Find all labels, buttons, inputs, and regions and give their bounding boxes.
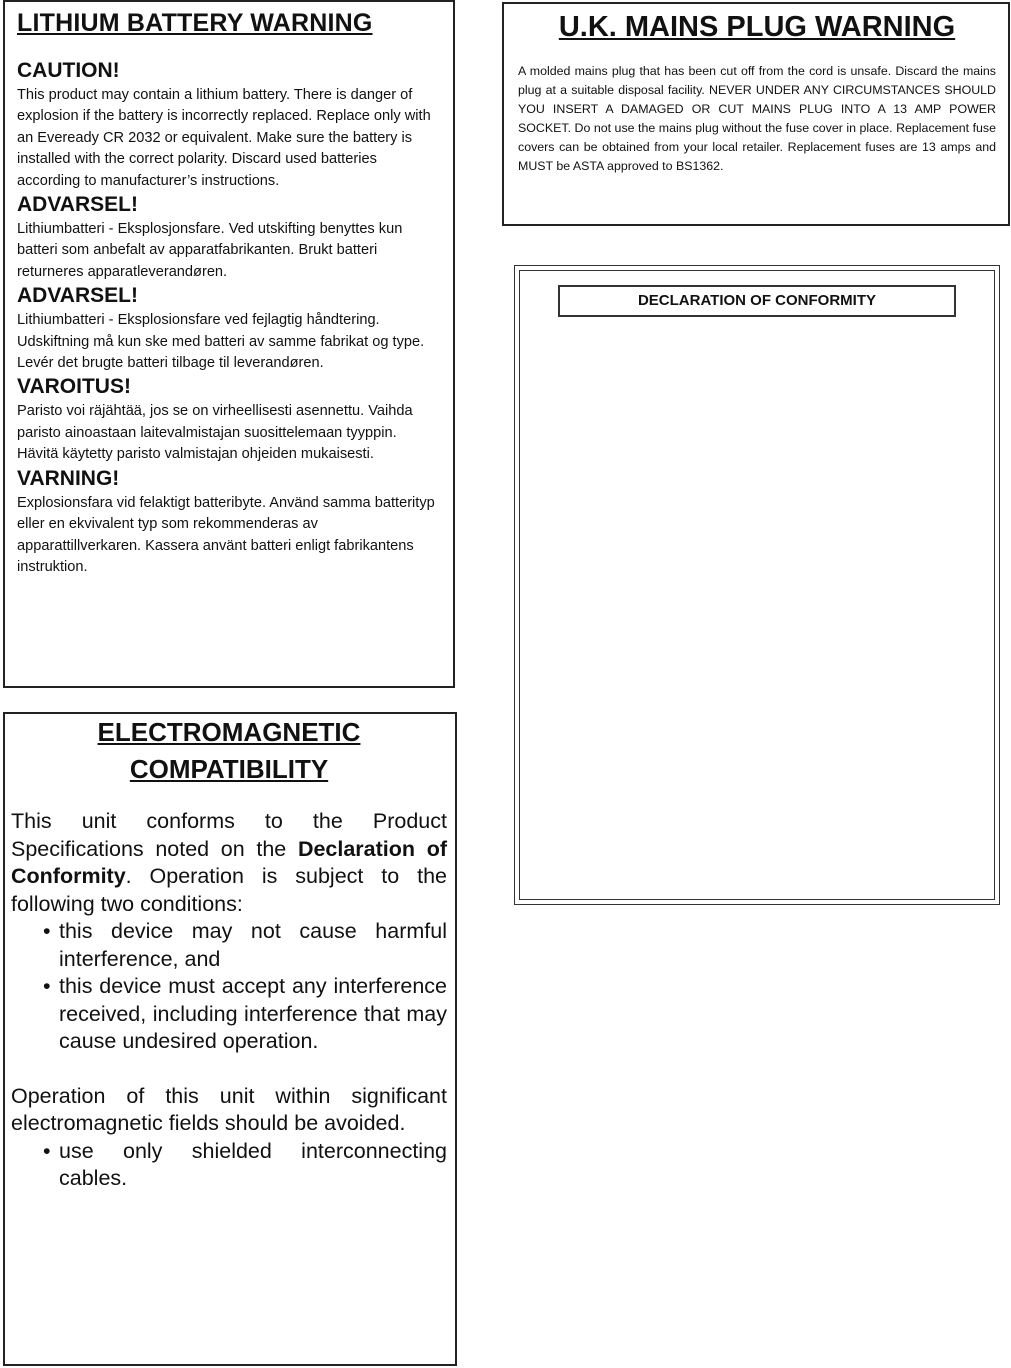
lithium-battery-warning-panel (3, 0, 455, 688)
advarsel-no-section (17, 192, 441, 283)
advarsel-no-heading: ADVARSEL! (17, 193, 138, 217)
advarsel-dk-heading: ADVARSEL! (17, 284, 138, 308)
emc-intro-pre: This unit conforms to the Product Specifications noted on the (11, 809, 447, 861)
varning-section (17, 466, 441, 579)
emc-condition-1: this device may not cause harmful interference, and (59, 919, 447, 971)
bullet-icon: • (43, 974, 51, 998)
emc-intro-paragraph (11, 808, 447, 918)
caution-section (17, 58, 441, 192)
emc-title (11, 714, 447, 788)
list-item (43, 973, 447, 1056)
varning-body: Explosionsfara vid felaktigt batteribyte. Använd samma batterityp eller en ekvivalent typ som rekommenderas av apparattillverkaren. Kassera använt batteri enligt fabrikantens instruktion. (17, 494, 435, 575)
emc-condition-2: this device must accept any interference received, including interference that may cause undesired operation. (59, 974, 447, 1053)
uk-plug-body: A molded mains plug that has been cut off from the cord is unsafe. Discard the mains plug at a suitable disposal facility. NEVER UNDER ANY CIRCUMSTANCES SHOULD YOU INSERT A DAMAGED OR CUT MAINS PLUG INTO A 13 AMP POWER SOCKET. Do not use the mains plug without the fuse cover in place. Replacement fuse covers can be obtained from your local retailer. Replacement fuses are 13 amps and MUST be ASTA approved to BS1362. (518, 64, 996, 173)
caution-body: This product may contain a lithium battery. There is danger of explosion if the battery is incorrectly replaced. Replace only with an Eveready CR 2032 or equivalent. Make sure the battery is installed with the correct polarity. Discard used batteries according to manufacturer’s instructions. (17, 87, 431, 189)
emc-cables-item: use only shielded interconnecting cables. (59, 1138, 447, 1190)
list-item (43, 918, 447, 973)
varning-heading: VARNING! (17, 466, 120, 490)
advarsel-dk-section (17, 283, 441, 374)
varoitus-section (17, 374, 441, 465)
emc-declaration-ref: Declaration of Conformity (11, 836, 447, 888)
uk-plug-warning-panel (502, 2, 1010, 226)
varoitus-heading: VAROITUS! (17, 375, 131, 399)
lithium-warning-title: LITHIUM BATTERY WARNING (17, 9, 373, 37)
emc-panel (3, 712, 457, 1366)
bullet-icon: • (43, 1138, 51, 1163)
bullet-icon: • (43, 919, 51, 943)
advarsel-dk-body: Lithiumbatteri - Eksplosionsfare ved fejlagtig håndtering. Udskiftning må kun ske med batteri av samme fabrikat og type. Levér det brugte batteri tilbage til leverandøren. (17, 312, 425, 372)
varoitus-body: Paristo voi räjähtää, jos se on virheellisesti asennettu. Vaihda paristo ainoastaan laitevalmistajan suosittelemaan tyyppin. Hävitä käytetty paristo valmistajan ohjeiden mukaisesti. (17, 403, 413, 463)
declaration-frame (514, 265, 1000, 905)
advarsel-no-body: Lithiumbatteri - Eksplosjonsfare. Ved utskifting benyttes kun batteri som anbefalt av apparatfabrikanten. Brukt batteri returneres apparatleverandøren. (17, 221, 403, 280)
declaration-inner-frame (519, 270, 995, 900)
emc-title-line2: COMPATIBILITY (129, 754, 329, 784)
emc-title-line1: ELECTROMAGNETIC (97, 717, 361, 747)
caution-heading: CAUTION! (17, 59, 120, 82)
spacer (11, 1056, 447, 1083)
emc-intro-post: . Operation is subject to the following two conditions: (11, 864, 447, 916)
emc-cables-list (11, 1138, 447, 1193)
emc-conditions-list (11, 918, 447, 1056)
uk-plug-title: U.K. MAINS PLUG WARNING (558, 11, 956, 43)
emc-fields-paragraph: Operation of this unit within significant electromagnetic fields should be avoided. (11, 1083, 447, 1135)
list-item (43, 1138, 447, 1193)
declaration-label: DECLARATION OF CONFORMITY (558, 285, 956, 317)
